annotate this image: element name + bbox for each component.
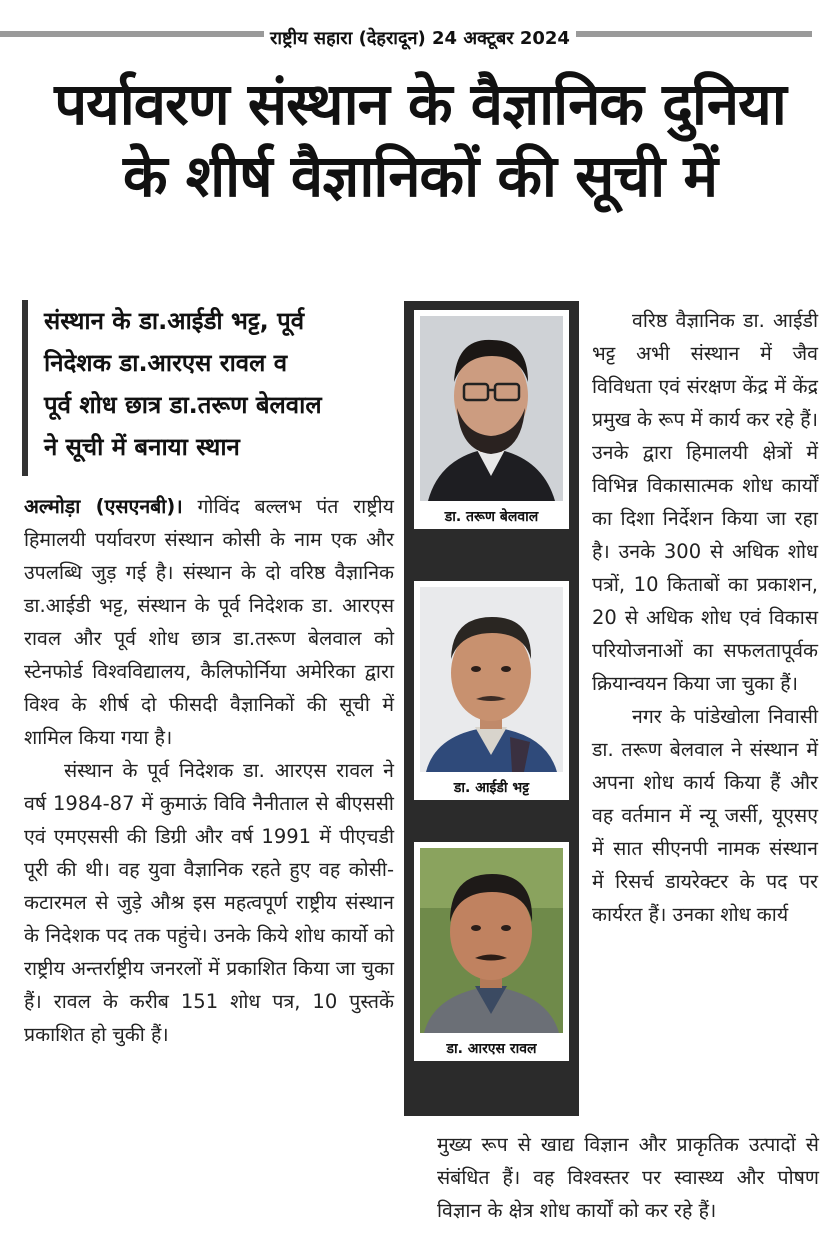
article-paragraph-1 xyxy=(24,490,394,754)
headline-line-1: पर्यावरण संस्थान के वैज्ञानिक दुनिया xyxy=(54,70,786,138)
photo-caption: डा. आरएस रावल xyxy=(446,1041,537,1057)
article-paragraph-4-continued: मुख्य रूप से खाद्य विज्ञान और प्राकृतिक उत्पादों से संबंधित हैं। वह विश्वस्तर पर स्वास्थ्य और पोषण विज्ञान के क्षेत्र शोध कार्यों को कर रहे हैं। xyxy=(437,1133,819,1222)
sub-headline-deck xyxy=(22,300,394,476)
paragraph-1-text: गोविंद बल्लभ पंत राष्ट्रीय हिमालयी पर्यावरण संस्थान कोसी के नाम एक और उपलब्धि जुड़ गई है। संस्थान के दो वरिष्ठ वैज्ञानिक डा.आईडी भट्ट, संस्थान के पूर्व निदेशक डा. आरएस रावल और पूर्व शोध छात्र डा.तरूण बेलवाल को स्टेनफोर्ड विश्वविद्यालय, कैलिफोर्निया अमेरिका द्वारा विश्व के शीर्ष दो फीसदी वैज्ञानिकों की सूची में शामिल किया गया है। xyxy=(24,495,394,749)
article-paragraph-4: नगर के पांडेखोला निवासी डा. तरूण बेलवाल ने संस्थान में अपना शोध कार्य किया हैं और वह वर्तमान में न्यू जर्सी, यूएसए में सात सीएनपी नामक संस्थान में रिसर्च डायरेक्टर के पद पर कार्यरत हैं। उनका शोध कार्य xyxy=(592,705,818,926)
article-column-right xyxy=(592,304,818,931)
portrait-image xyxy=(420,316,563,501)
photo-id-bhatt xyxy=(414,581,569,800)
photo-strip xyxy=(404,301,579,1116)
portrait-image xyxy=(420,587,563,772)
photo-rs-rawal xyxy=(414,842,569,1061)
article-column-left xyxy=(24,490,394,1051)
deck-line-2: निदेशक डा.आरएस रावल व xyxy=(44,349,288,377)
article-column-bottom xyxy=(437,1128,819,1227)
deck-line-3: पूर्व शोध छात्र डा.तरूण बेलवाल xyxy=(44,391,322,419)
article-paragraph-3: वरिष्ठ वैज्ञानिक डा. आईडी भट्ट अभी संस्थान में जैव विविधता एवं संरक्षण केंद्र में केंद्र प्रमुख के रूप में कार्य कर रहे हैं। उनके द्वारा हिमालयी क्षेत्रों में विभिन्न विकासात्मक शोध कार्यों का दिशा निर्देशन किया जा रहा है। उनके 300 से अधिक शोध पत्रों, 10 किताबों का प्रकाशन, 20 से अधिक शोध एवं विकास परियोजनाओं का सफलतापूर्वक क्रियान्वयन किया जा चुका हैं। xyxy=(592,309,818,695)
article-paragraph-2: संस्थान के पूर्व निदेशक डा. आरएस रावल ने वर्ष 1984-87 में कुमाऊं विवि नैनीताल से बीएससी एवं एमएससी की डिग्री और वर्ष 1991 में पीएचडी पूरी की थी। वह युवा वैज्ञानिक रहते हुए वह कोसी-कटारमल से जुड़े औश्र इस महत्वपूर्ण राष्ट्रीय संस्थान के निदेशक पद तक पहुंचे। उनके किये शोध कार्यो को राष्ट्रीय अन्तर्राष्ट्रीय जनरलों में प्रकाशित किया जा चुका हैं। रावल के करीब 151 शोध पत्र, 10 पुस्तकें प्रकाशित हो चुकी हैं। xyxy=(24,759,394,1046)
portrait-image xyxy=(420,848,563,1033)
photo-caption: डा. तरूण बेलवाल xyxy=(444,509,539,525)
dateline: अल्मोड़ा (एसएनबी)। xyxy=(24,495,183,518)
masthead xyxy=(0,26,840,50)
headline-line-2: के शीर्ष वैज्ञानिकों की सूची में xyxy=(122,142,718,210)
photo-caption: डा. आईडी भट्ट xyxy=(453,780,530,796)
deck-line-1: संस्थान के डा.आईडी भट्ट, पूर्व xyxy=(44,307,305,335)
photo-tarun-belwal xyxy=(414,310,569,529)
headline xyxy=(10,68,830,212)
deck-line-4: ने सूची में बनाया स्थान xyxy=(44,433,240,461)
masthead-text: राष्ट्रीय सहारा (देहरादून) 24 अक्टूबर 2024 xyxy=(264,28,576,49)
